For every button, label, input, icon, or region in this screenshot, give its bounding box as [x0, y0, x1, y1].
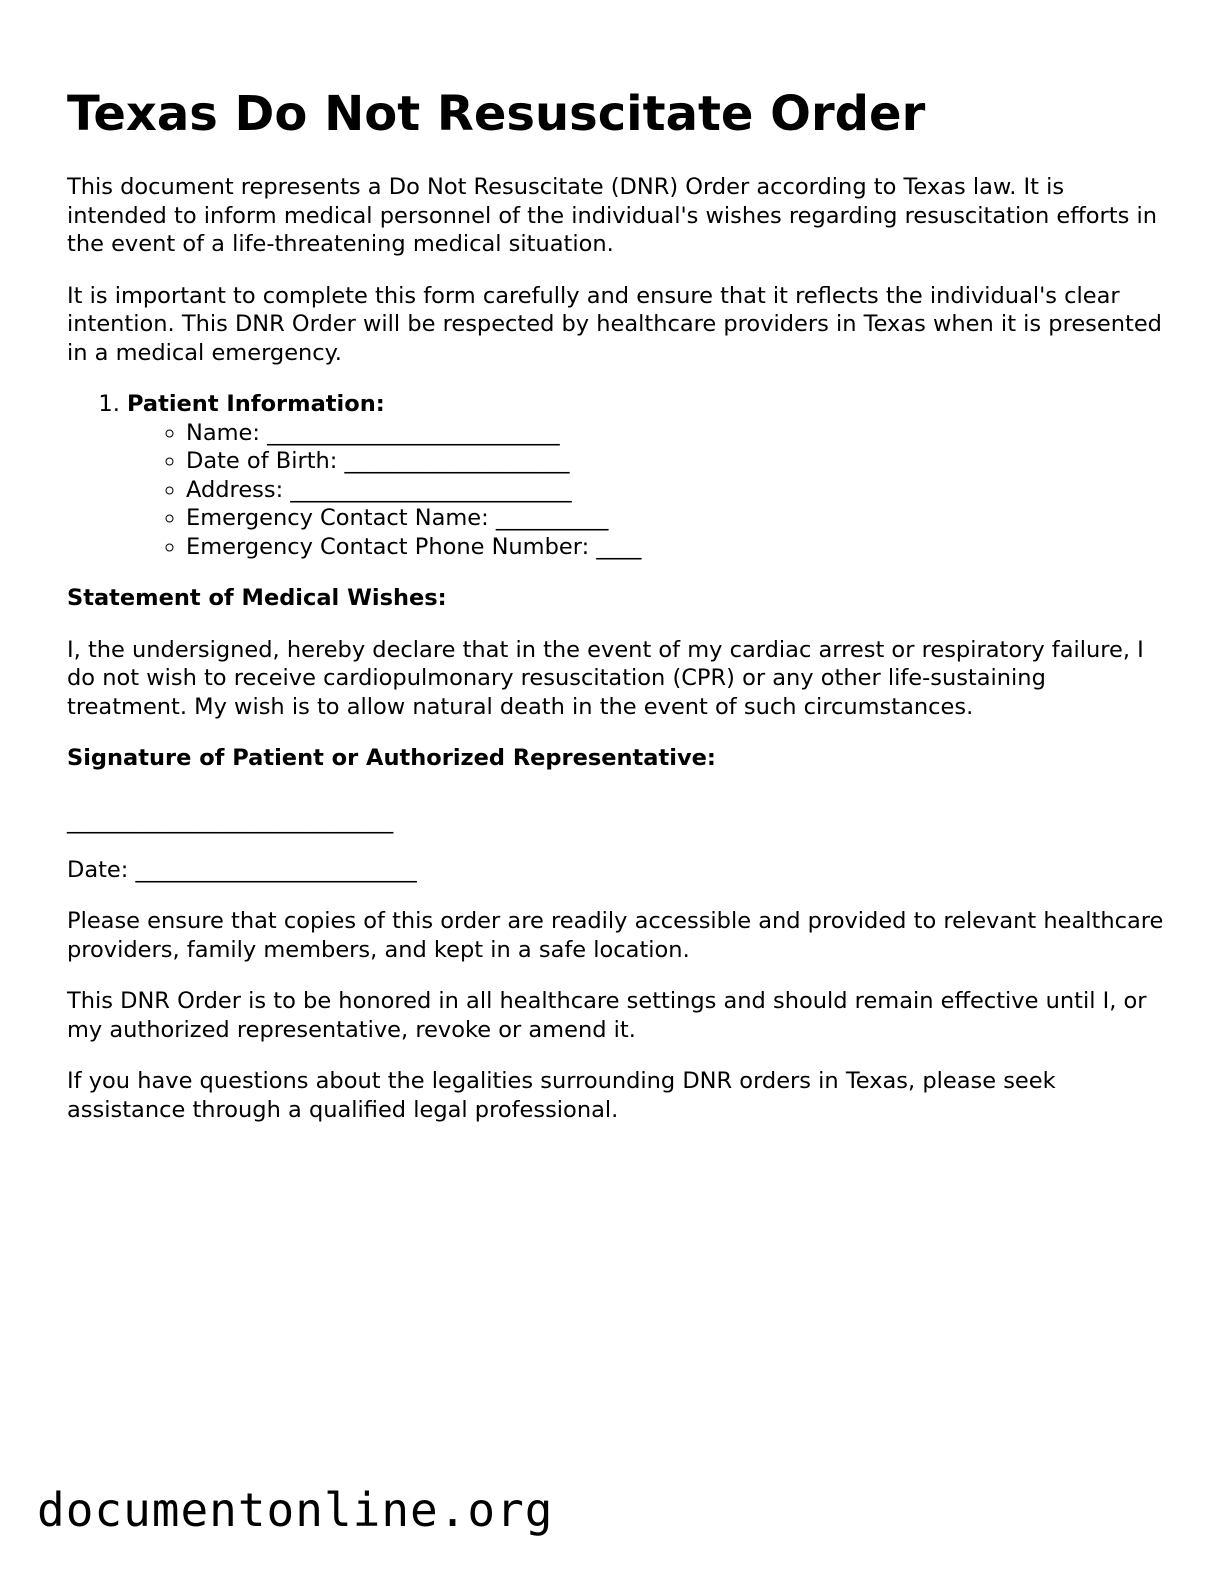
- signature-heading: Signature of Patient or Authorized Representative:: [67, 745, 716, 771]
- medical-wishes-text: I, the undersigned, hereby declare that in the event of my cardiac arrest or respiratory failure, I do not wish to receive cardiopulmonary resuscitation (CPR) or any other life-sustaining treatment. My wish is to allow natural death in the event of such circumstances.: [67, 636, 1144, 720]
- patient-info-heading: Patient Information:: [127, 391, 385, 417]
- closing-paragraph: If you have questions about the legalities surrounding DNR orders in Texas, please seek assistance through a qualified legal professional.: [67, 1068, 1056, 1123]
- patient-info-section: [67, 390, 1167, 561]
- document-body: [67, 173, 1167, 1147]
- intro-paragraph: It is important to complete this form carefully and ensure that it reflects the individual's clear intention. This DNR Order will be respected by healthcare providers in Texas when it is presented in a medical emergency.: [67, 282, 1162, 366]
- field-name: ◦ Name: __________________________: [186, 419, 1167, 448]
- signature-date: Date: _________________________: [67, 856, 417, 883]
- patient-info-fields: [127, 419, 1167, 562]
- field-emergency-contact-name: ◦ Emergency Contact Name: __________: [186, 504, 1167, 533]
- closing-paragraph: Please ensure that copies of this order are readily accessible and provided to relevant healthcare providers, family members, and kept in a safe location.: [67, 908, 1164, 963]
- field-address: ◦ Address: _________________________: [186, 476, 1167, 505]
- intro-paragraph: This document represents a Do Not Resuscitate (DNR) Order according to Texas law. It is intended to inform medical personnel of the individual's wishes regarding resuscitation efforts in the event of a life-threatening medical situation.: [67, 174, 1157, 257]
- patient-info-item: [127, 390, 1167, 561]
- watermark: documentonline.org: [37, 1483, 554, 1537]
- field-emergency-contact-phone: ◦ Emergency Contact Phone Number: ____: [186, 533, 1167, 562]
- signature-line: [67, 796, 1167, 836]
- page-title: Texas Do Not Resuscitate Order: [67, 86, 926, 142]
- signature-line-text: _____________________________: [67, 808, 394, 834]
- medical-wishes-heading: Statement of Medical Wishes:: [67, 585, 447, 611]
- field-date-of-birth: ◦ Date of Birth: ____________________: [186, 447, 1167, 476]
- closing-paragraph: This DNR Order is to be honored in all healthcare settings and should remain effective until I, or my authorized representative, revoke or amend it.: [67, 988, 1147, 1043]
